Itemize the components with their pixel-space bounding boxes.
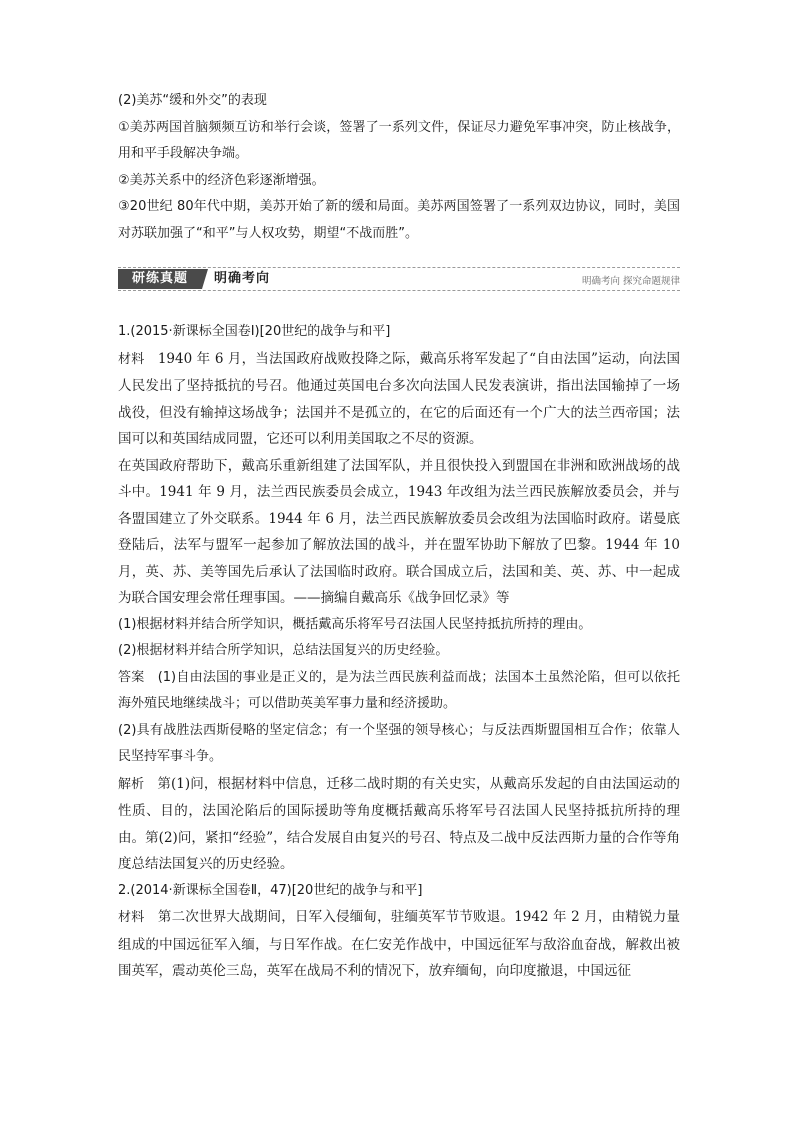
question-1-title: 1.(2015·新课标全国卷Ⅰ)[20世纪的战争与和平]: [118, 324, 391, 339]
question-1-sub-2: (2)根据材料并结合所学知识，总结法国复兴的历史经验。: [118, 643, 449, 658]
banner-tag: 研练真题: [118, 269, 202, 289]
section-banner: [118, 265, 680, 295]
divider: [118, 267, 680, 268]
material-text: 第二次世界大战期间，日军入侵缅甸，驻缅英军节节败退。1942 年 2 月，由精锐力量组成的中国远征军入缅，与日军作战。在仁安羌作战中，中国远征军与敌浴血奋战，解救出被围英军，震动英伦三岛，英军在战局不利的情况下，放弃缅甸，向印度撤退，中国远征: [118, 909, 680, 979]
banner-subtitle: 明确考向: [214, 271, 271, 286]
question-1-answer-2: (2)具有战胜法西斯侵略的坚定信念；有一个坚强的领导核心；与反法西斯盟国相互合作；依靠人民坚持军事斗争。: [118, 722, 680, 764]
question-1-sub-1: (1)根据材料并结合所学知识，概括戴高乐将军号召法国人民坚持抵抗所持的理由。: [118, 616, 592, 632]
analysis-text: 第(1)问，根据材料中信息，迁移二战时期的有关史实，从戴高乐发起的自由法国运动的性质、目的，法国沦陷后的国际援助等角度概括戴高乐将军号召法国人民坚持抵抗所持的理由。第(2)问，紧扣“经验”，结合发展自由复兴的号召、特点及二战中反法西斯力量的合作等角度总结法国复兴的历史经验。: [118, 775, 680, 872]
question-2-material: [118, 904, 680, 985]
banner-right-note: 明确考向 探究命题规律: [581, 276, 680, 287]
question-2-title: 2.(2014·新课标全国卷Ⅱ，47)[20世纪的战争与和平]: [118, 882, 423, 898]
question-1-answer: [118, 665, 680, 718]
question-1-analysis: [118, 771, 680, 878]
banner-tag-tail: [202, 269, 208, 289]
document-page: [118, 88, 680, 985]
analysis-label: 解析: [118, 776, 145, 792]
question-1-material: [118, 346, 680, 453]
answer-label: 答案: [118, 669, 145, 685]
material-text: 1940 年 6 月，当法国政府战败投降之际，戴高乐将军发起了“自由法国”运动，向法国人民发出了坚持抵抗的号召。他通过英国电台多次向法国人民发表演讲，指出法国输掉了一场战役，但没有输掉这场战争；法国并不是孤立的，在它的后面还有一个广大的法兰西帝国；法国可以和英国结成同盟，它还可以利用美国取之不尽的资源。: [118, 350, 680, 447]
question-1-material-2: 在英国政府帮助下，戴高乐重新组建了法国军队，并且很快投入到盟国在非洲和欧洲战场的战斗中。1941 年 9 月，法兰西民族委员会成立，1943 年改组为法兰西民族解放委员会，并与各盟国建立了外交联系。1944 年 6 月，法兰西民族解放委员会改组为法国临时政府。诺曼底登陆后，法军与盟军一起参加了解放法国的战斗，并在盟军协助下解放了巴黎。1944 年 10 月，英、苏、美等国先后承认了法国临时政府。联合国成立后，法国和美、英、苏、中一起成为联合国安理会常任理事国。——摘编自戴高乐《战争回忆录》等: [118, 457, 680, 606]
list-item: ②美苏关系中的经济色彩逐渐增强。: [118, 172, 325, 188]
list-item: ①美苏两国首脑频频互访和举行会谈，签署了一系列文件，保证尽力避免军事冲突，防止核战争，用和平手段解决争端。: [118, 119, 680, 161]
material-label: 材料: [118, 351, 145, 367]
section-heading: (2)美苏“缓和外交”的表现: [118, 93, 267, 108]
divider: [118, 290, 680, 291]
list-item: ③20世纪 80年代中期，美苏开始了新的缓和局面。美苏两国签署了一系列双边协议，同时，美国对苏联加强了“和平”与人权攻势，期望“不战而胜”。: [118, 199, 680, 241]
answer-text: (1)自由法国的事业是正义的，是为法兰西民族利益而战；法国本土虽然沦陷，但可以依托海外殖民地继续战斗；可以借助英美军事力量和经济援助。: [118, 669, 680, 711]
material-label: 材料: [118, 910, 145, 925]
